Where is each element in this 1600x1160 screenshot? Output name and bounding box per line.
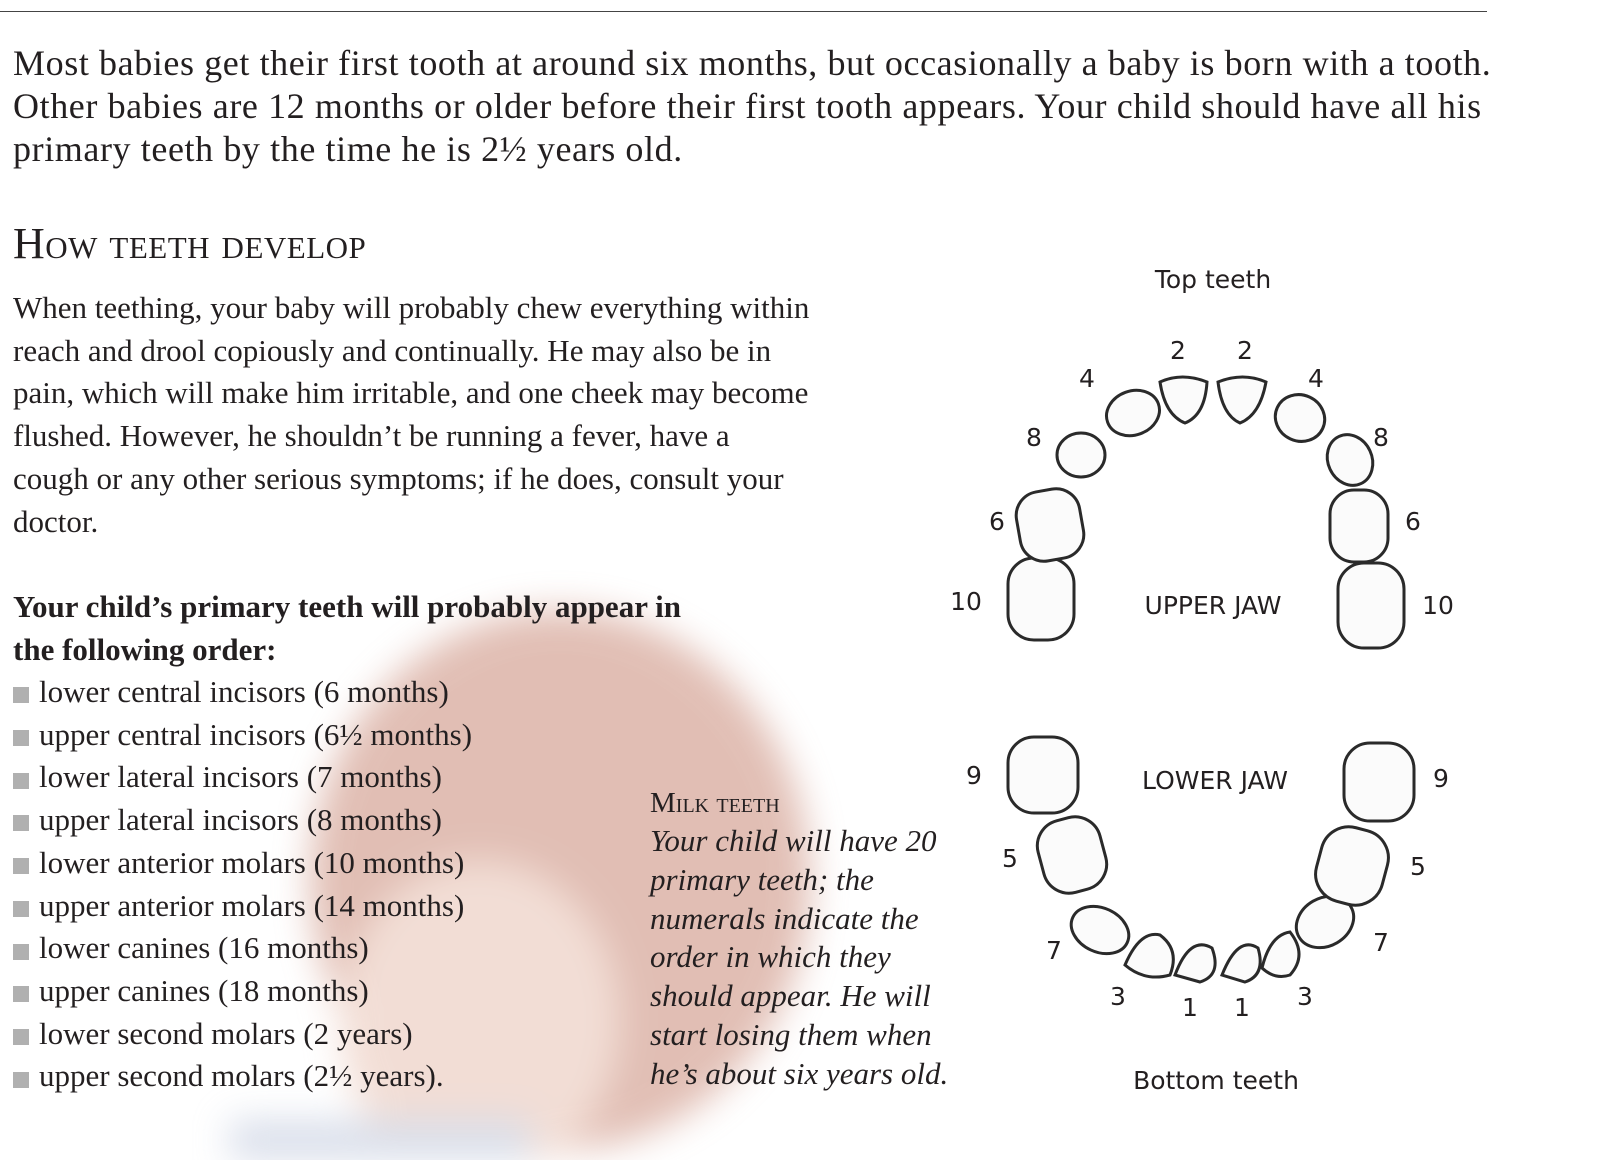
- tooth-number: 1: [1182, 993, 1198, 1022]
- list-item-text: upper canines (18 months): [39, 972, 369, 1008]
- tooth-number: 5: [1410, 852, 1426, 881]
- tooth-number: 3: [1110, 982, 1126, 1011]
- tooth: [1330, 490, 1388, 562]
- tooth: [1064, 897, 1137, 962]
- tooth: [1160, 377, 1207, 423]
- tooth: [1319, 427, 1381, 493]
- list-item-text: lower second molars (2 years): [39, 1015, 413, 1051]
- list-item-text: lower canines (16 months): [39, 930, 369, 966]
- tooth-number: 8: [1373, 423, 1389, 452]
- body-paragraph: When teething, your baby will probably chew everything within reach and drool copiously and continually. He may also be in pain, which will make him irritable, and one cheek may become flushed. However, he shouldn’t be running a fever, have a cough or any other serious symptoms; if he does, consult your doctor.: [13, 290, 810, 539]
- lower-jaw-label: LOWER JAW: [1142, 766, 1288, 795]
- tooth-number: 7: [1373, 928, 1389, 957]
- tooth-number: 10: [1422, 591, 1454, 620]
- tooth: [1008, 558, 1074, 640]
- tooth-number: 3: [1297, 982, 1313, 1011]
- list-item-text: lower lateral incisors (7 months): [39, 759, 442, 795]
- tooth: [1222, 945, 1260, 982]
- tooth-number: 4: [1308, 364, 1324, 393]
- list-item-text: upper lateral incisors (8 months): [39, 802, 442, 838]
- tooth-number: 2: [1170, 336, 1186, 365]
- sidebar-title: Milk teeth: [650, 787, 780, 819]
- list-item-text: upper anterior molars (14 months): [39, 887, 465, 923]
- tooth: [1262, 932, 1299, 976]
- tooth: [1100, 383, 1166, 443]
- tooth-number: 6: [1405, 507, 1421, 536]
- tooth: [1057, 433, 1105, 477]
- tooth: [1268, 387, 1333, 450]
- upper-jaw-label: UPPER JAW: [1144, 591, 1282, 620]
- tooth: [1012, 485, 1087, 565]
- tooth-number: 9: [1433, 764, 1449, 793]
- tooth-number: 2: [1237, 336, 1253, 365]
- list-item-text: upper central incisors (6½ months): [39, 716, 473, 752]
- tooth-number: 10: [950, 587, 982, 616]
- bottom-teeth-caption: Bottom teeth: [1133, 1066, 1299, 1095]
- list-item-text: lower central incisors (6 months): [39, 674, 449, 709]
- tooth: [1344, 743, 1414, 821]
- tooth: [1338, 563, 1404, 648]
- tooth-number: 9: [966, 761, 982, 790]
- tooth-number: 4: [1079, 364, 1095, 393]
- sidebar-text: Your child will have 20 primary teeth; the numerals indicate the order in which they should appear. He will start losing them when he’s about six years old.: [650, 823, 949, 1091]
- list-item-text: lower anterior molars (10 months): [39, 844, 465, 880]
- tooth: [1175, 945, 1215, 982]
- tooth: [1032, 811, 1113, 899]
- list-item-text: upper second molars (2½ years).: [39, 1058, 444, 1094]
- list-heading: Your child’s primary teeth will probably appear in the following order:: [13, 589, 681, 667]
- tooth: [1008, 737, 1078, 813]
- tooth: [1125, 934, 1173, 977]
- tooth-number: 6: [989, 507, 1005, 536]
- tooth-number: 7: [1046, 936, 1062, 965]
- intro-paragraph: Most babies get their first tooth at around six months, but occasionally a baby is born with a tooth. Other babies are 12 months or older before their first tooth appears. Your child should have all his primary teeth by the time he is 2½ years old.: [13, 43, 1492, 169]
- tooth-number: 1: [1234, 993, 1250, 1022]
- top-teeth-caption: Top teeth: [1154, 265, 1272, 294]
- tooth: [1218, 377, 1266, 423]
- section-heading: How teeth develop: [13, 219, 367, 268]
- tooth-number: 8: [1026, 423, 1042, 452]
- tooth-number: 5: [1002, 844, 1018, 873]
